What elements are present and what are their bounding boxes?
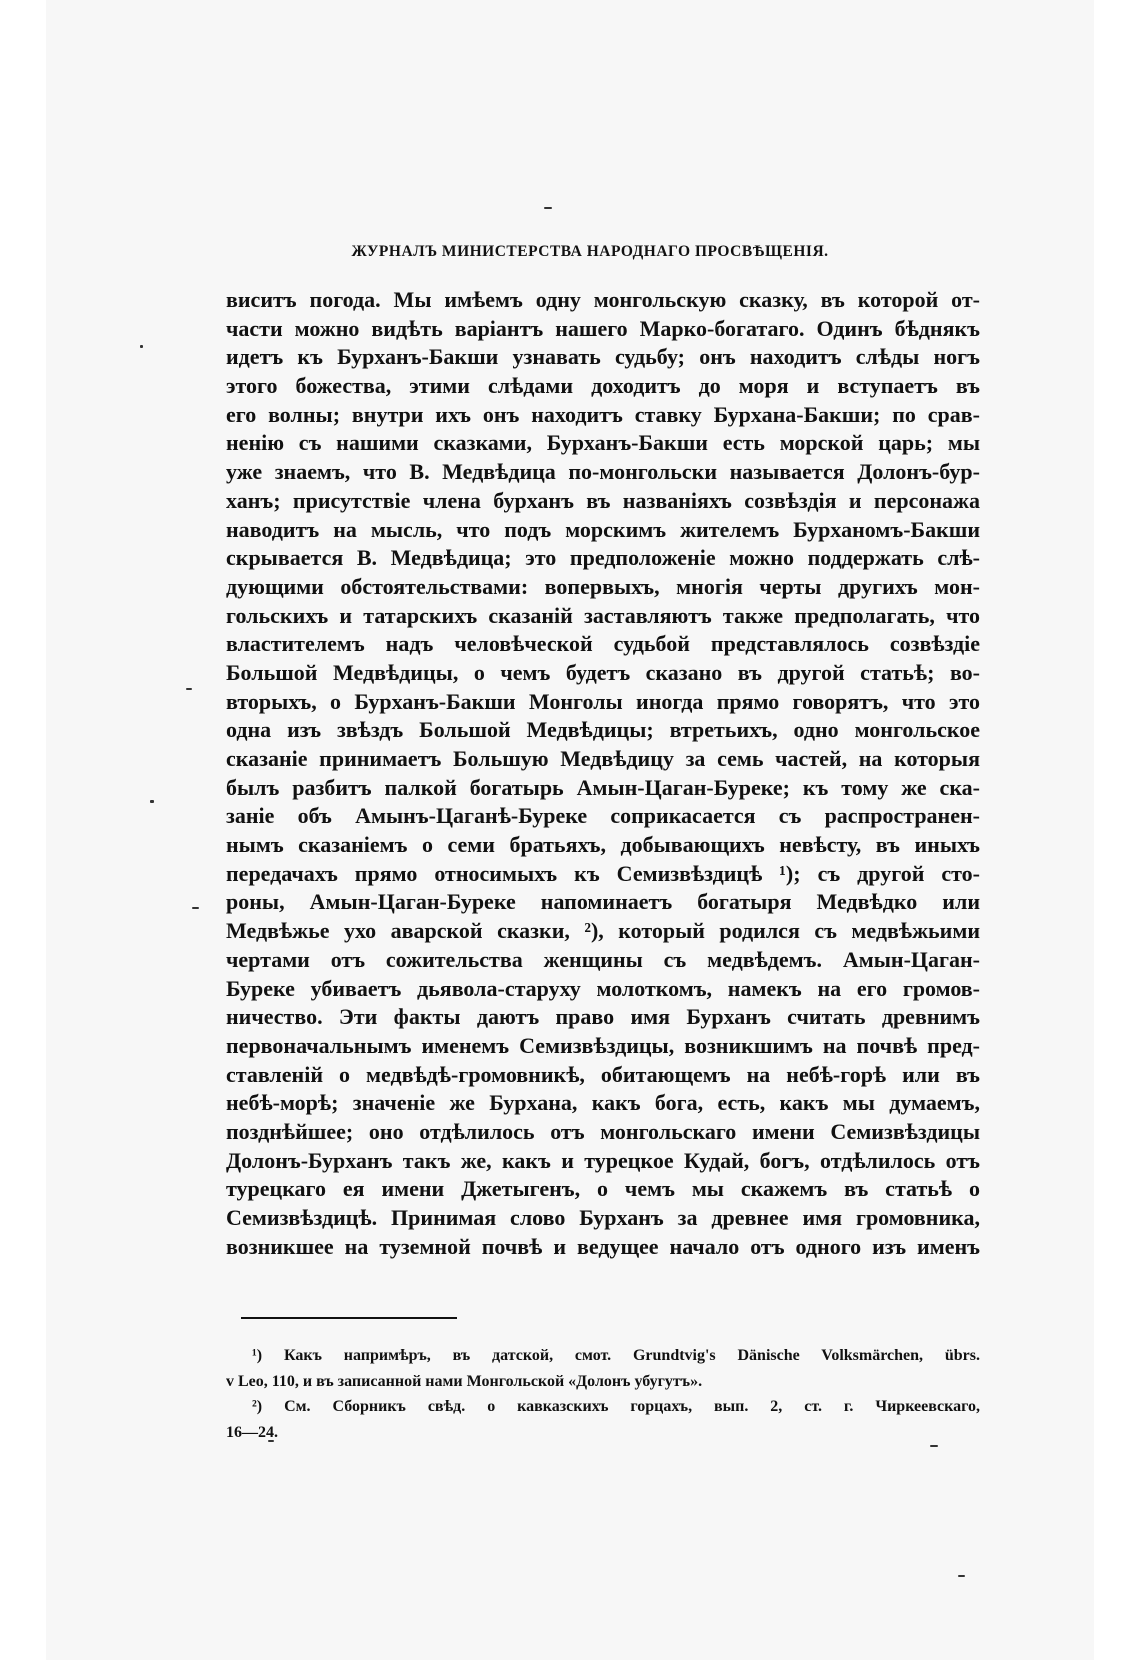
text-line: былъ разбитъ палкой богатырь Амын-Цаган-Буреке; къ тому же ска-	[226, 774, 980, 800]
text-line: дующими обстоятельствами: вопервыхъ, многія черты другихъ мон-	[226, 573, 980, 599]
text-line: нымъ сказаніемъ о семи братьяхъ, добывающихъ невѣсту, въ иныхъ	[226, 832, 980, 858]
text-line: ханъ; присутствіе члена бурханъ въ названіяхъ созвѣздія и персонажа	[226, 487, 980, 513]
text-line: его волны; внутри ихъ онъ находитъ ставку Бурхана-Бакши; по срав-	[226, 401, 980, 427]
text-line: скрывается В. Медвѣдица; это предположеніе можно поддержать слѣ-	[226, 545, 980, 571]
text-line: ненію съ нашими сказками, Бурханъ-Бакши есть морской царь; мы	[226, 430, 980, 456]
text-line: позднѣйшее; оно отдѣлилось отъ монгольскаго имени Семизвѣздицы	[226, 1118, 980, 1144]
text-line: возникшее на туземной почвѣ и ведущее начало отъ одного изъ именъ	[226, 1233, 980, 1259]
footnote-line: 16—24.	[226, 1423, 278, 1441]
footnote-line: ¹) Какъ напримѣръ, въ датской, смот. Grundtvig's Dänische Volksmärchen, übrs.	[252, 1347, 980, 1364]
text-line: виситъ погода. Мы имѣемъ одну монгольскую сказку, въ которой от-	[226, 287, 980, 312]
scan-speck	[150, 800, 154, 803]
text-line: этого божества, этими слѣдами доходитъ до моря и вступаетъ въ	[226, 373, 980, 399]
text-line: первоначальнымъ именемъ Семизвѣздицы, возникшимъ на почвѣ пред-	[226, 1032, 980, 1058]
text-line: Буреке убиваетъ дьявола-старуху молоткомъ, намекъ на его громов-	[226, 975, 980, 1001]
text-line: передачахъ прямо относимыхъ къ Семизвѣздицѣ ¹); съ другой сто-	[226, 860, 980, 886]
text-line: идетъ къ Бурханъ-Бакши узнавать судьбу; онъ находитъ слѣды ногъ	[226, 344, 980, 370]
text-line: Большой Медвѣдицы, о чемъ будетъ сказано въ другой статьѣ; во-	[226, 659, 980, 685]
scan-speck	[544, 207, 552, 209]
text-line: ставленій о медвѣдѣ-громовникѣ, обитающемъ на небѣ-горѣ или въ	[226, 1061, 980, 1087]
text-line: Долонъ-Бурханъ такъ же, какъ и турецкое Кудай, богъ, отдѣлилось отъ	[226, 1147, 980, 1173]
running-header: ЖУРНАЛЪ МИНИСТЕРСТВА НАРОДНАГО ПРОСВѢЩЕНІЯ.	[351, 243, 829, 260]
scan-speck	[140, 345, 143, 348]
scan-speck	[186, 688, 192, 690]
text-line: роны, Амын-Цаган-Буреке напоминаетъ богатыря Медвѣдко или	[226, 889, 980, 915]
scan-speck	[192, 907, 199, 909]
text-line: наводитъ на мысль, что подъ морскимъ жителемъ Бурханомъ-Бакши	[226, 516, 980, 542]
body-text	[226, 286, 980, 1261]
text-line: уже знаемъ, что В. Медвѣдица по-монгольски называется Долонъ-бур-	[226, 459, 980, 485]
text-line: части можно видѣть варіантъ нашего Марко-богатаго. Одинъ бѣднякъ	[226, 315, 980, 341]
text-line: властителемъ надъ человѣческой судьбой представлялось созвѣздіе	[226, 631, 980, 657]
text-line: чертами отъ сожительства женщины съ медвѣдемъ. Амын-Цаган-	[226, 946, 980, 972]
text-line: одна изъ звѣздъ Большой Медвѣдицы; втретьихъ, одно монгольское	[226, 717, 980, 743]
scan-speck	[268, 1440, 274, 1442]
text-line: небѣ-морѣ; значеніе же Бурхана, какъ бога, есть, какъ мы думаемъ,	[226, 1090, 980, 1116]
scan-speck	[958, 1575, 965, 1577]
footnote-line: ²) См. Сборникъ свѣд. о кавказскихъ горцахъ, вып. 2, ст. г. Чиркеевскаго,	[252, 1398, 980, 1415]
text-line: Семизвѣздицѣ. Принимая слово Бурханъ за древнее имя громовника,	[226, 1205, 980, 1230]
text-line: заніе объ Амынъ-Цаганѣ-Буреке соприкасается съ распространен-	[226, 803, 980, 829]
footnote-divider	[241, 1317, 457, 1319]
footnotes	[226, 1343, 980, 1445]
text-line: Медвѣжье ухо аварской сказки, ²), который родился съ медвѣжьими	[226, 918, 980, 944]
text-line: сказаніе принимаетъ Большую Медвѣдицу за семь частей, на которыя	[226, 746, 980, 771]
text-line: гольскихъ и татарскихъ сказаній заставляютъ также предполагать, что	[226, 602, 980, 628]
text-line: турецкаго ея имени Джетыгенъ, о чемъ мы скажемъ въ статьѣ о	[226, 1176, 980, 1202]
scan-speck	[930, 1445, 938, 1447]
text-line: ничество. Эти факты даютъ право имя Бурханъ считать древнимъ	[226, 1004, 980, 1030]
text-line: вторыхъ, о Бурханъ-Бакши Монголы иногда прямо говорятъ, что это	[226, 688, 980, 714]
footnote-line: v Leo, 110, и въ записанной нами Монгольской «Долонъ убугутъ».	[226, 1372, 703, 1390]
